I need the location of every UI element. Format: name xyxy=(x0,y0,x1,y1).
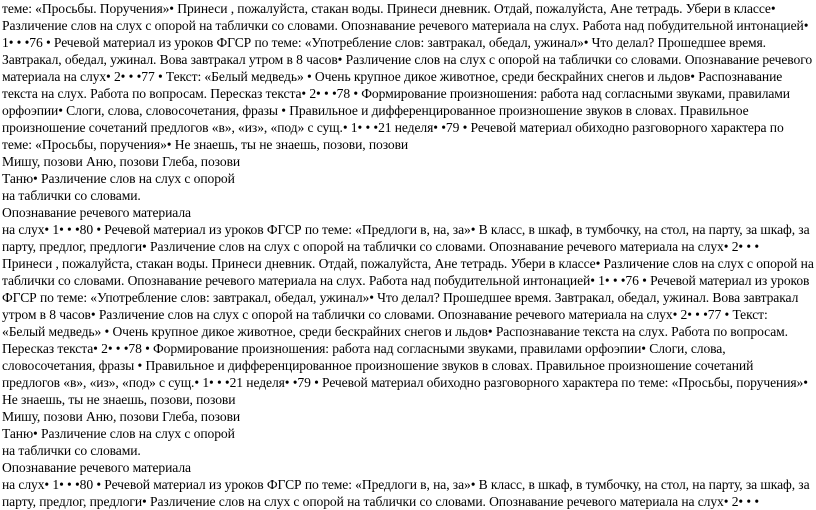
text-block-2: на слух• 1• • •80 • Речевой материал из уроков ФГСР по теме: «Предлоги в, на, за»• В класс, в шкаф, в тумбочку, на стол, на парту, за шкаф, за парту, предлог, предлоги• Различение слов на слух с опорой на таблички со словами. Опознавание речевого материала на слух• 2• • • xyxy=(2,222,810,254)
text-line-tables-1: на таблички со словами. xyxy=(2,188,141,203)
text-block-4: на слух• 1• • •80 • Речевой материал из уроков ФГСР по теме: «Предлоги в, на, за»• В класс, в шкаф, в тумбочку, на стол, на парту, за шкаф, за парту, предлог, предлоги• Различение слов на слух с опорой на таблички со словами. Опознавание речевого материала на слух• 2• • • xyxy=(2,477,810,509)
text-block-1: теме: «Просьбы. Поручения»• Принеси , пожалуйста, стакан воды. Принеси дневник. Отдай, пожалуйста, Ане тетрадь. Убери в классе• Различение слов на слух с опорой на таблички со словами. Опознавание речевого материала на слух. Работа над побудительной интонацией• 1• • •76 • Речевой материал из уроков ФГСР по теме: «Употребление слов: завтракал, обедал, ужинал»• Что делал? Прошедшее время. Завтракал, обедал, ужинал. Вова завтракал утром в 8 часов• Различение слов на слух с опорой на таблички со словами. Опознавание речевого материала на слух• 2• • •77 • Текст: «Белый медведь» • Очень крупное дикое животное, среди бескрайних снегов и льдов• Распознавание текста на слух. Работа по вопросам. Пересказ текста• 2• • •78 • Формирование произношения: работа над согласными звуками, правилами орфоэпии• Слоги, слова, словосочетания, фразы • Правильное и дифференцированное произношение звуков в словах. Правильное произношение сочетаний предлогов «в», «из», «под» с сущ.• 1• • •21 неделя• •79 • Речевой материал обиходно разговорного характера по теме: «Просьбы, поручения»• Не знаешь, ты не знаешь, позови, позови xyxy=(2,1,813,152)
text-line-tables-2: на таблички со словами. xyxy=(2,443,141,458)
text-line-recognition-2: Опознавание речевого материала xyxy=(2,460,191,475)
text-line-tanyu-2: Таню• Различение слов на слух с опорой xyxy=(2,426,235,441)
text-line-tanyu-1: Таню• Различение слов на слух с опорой xyxy=(2,171,235,186)
text-line-recognition-1: Опознавание речевого материала xyxy=(2,205,191,220)
text-line-misha-2: Мишу, позови Аню, позови Глеба, позови xyxy=(2,409,241,424)
text-line-misha-1: Мишу, позови Аню, позови Глеба, позови xyxy=(2,154,241,169)
text-block-3: Принеси , пожалуйста, стакан воды. Принеси дневник. Отдай, пожалуйста, Ане тетрадь. Убери в классе• Различение слов на слух с опорой на таблички со словами. Опознавание речевого материала на слух. Работа над побудительной интонацией• 1• • •76 • Речевой материал из уроков ФГСР по теме: «Употребление слов: завтракал, обедал, ужинал»• Что делал? Прошедшее время. Завтракал, обедал, ужинал. Вова завтракал утром в 8 часов• Различение слов на слух с опорой на таблички со словами. Опознавание речевого материала на слух• 2• • •77 • Текст: «Белый медведь» • Очень крупное дикое животное, среди бескрайних снегов и льдов• Распознавание текста на слух. Работа по вопросам. Пересказ текста• 2• • •78 • Формирование произношения: работа над согласными звуками, правилами орфоэпии• Слоги, слова, словосочетания, фразы • Правильное и дифференцированное произношение звуков в словах. Правильное произношение сочетаний предлогов «в», «из», «под» с сущ.• 1• • •21 неделя• •79 • Речевой материал обиходно разговорного характера по теме: «Просьбы, поручения»• Не знаешь, ты не знаешь, позови, позови xyxy=(2,256,814,407)
